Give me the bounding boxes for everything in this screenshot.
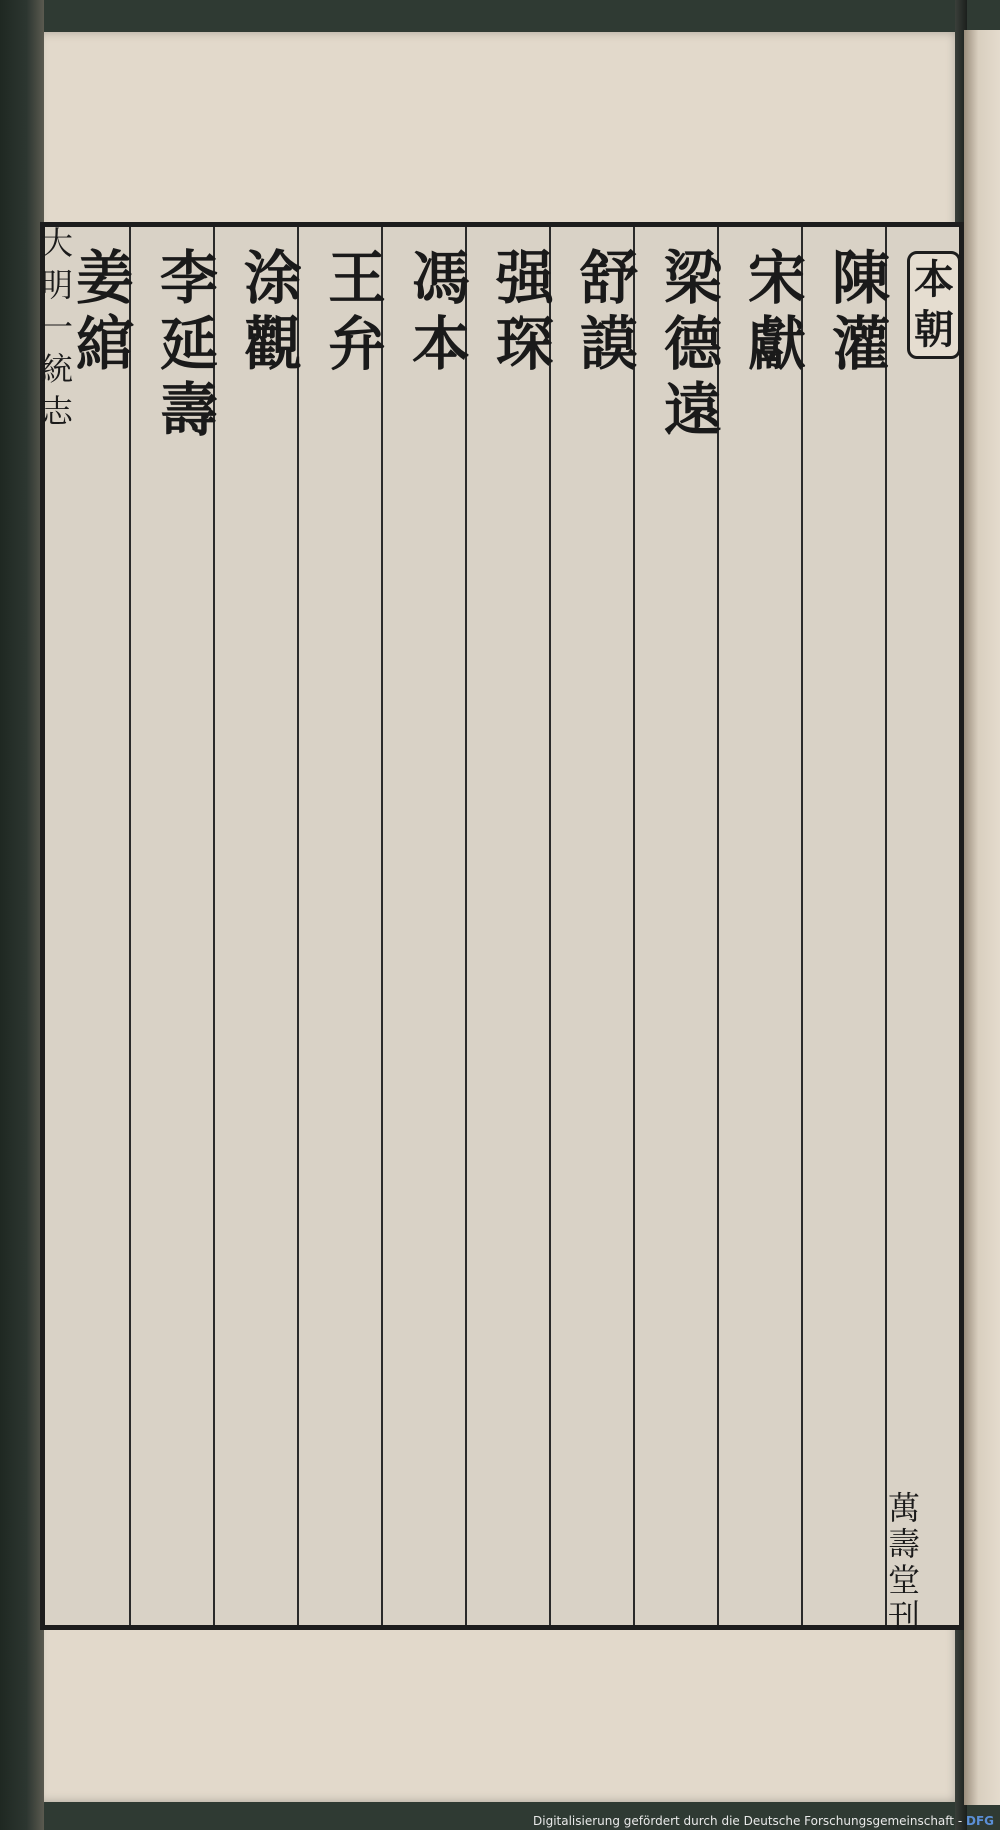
- column-lead: 姜 綰: [75, 244, 134, 378]
- text-column-7: [315, 227, 399, 1625]
- text-column-5: [483, 227, 567, 1625]
- text-column-3: [651, 227, 735, 1625]
- column-lead: 涂 觀: [243, 244, 302, 378]
- book-cover-edge: [0, 0, 44, 1830]
- text-column-6: [399, 227, 483, 1625]
- credit-text: Digitalisierung gefördert durch die Deutsche Forschungsgemeinschaft -: [533, 1814, 963, 1828]
- column-lead: 李 延 壽: [159, 244, 218, 444]
- dfg-logo: DFG: [965, 1814, 994, 1828]
- column-lead: 舒 謨: [579, 244, 638, 378]
- column-lead: 宋 獻: [747, 244, 806, 378]
- text-column-1: [819, 227, 903, 1625]
- printer-mark: [888, 1490, 920, 1634]
- text-column-8: [231, 227, 315, 1625]
- next-page-edge: [964, 30, 1000, 1805]
- running-title: [40, 222, 74, 432]
- text-column-4: [567, 227, 651, 1625]
- column-lead: 王 弁: [327, 244, 386, 378]
- text-column-9: [147, 227, 231, 1625]
- text-frame: [40, 222, 964, 1630]
- column-lead: 梁 德 遠: [663, 244, 722, 444]
- dynasty-badge-text: 本 朝: [914, 256, 954, 353]
- column-lead: 馮 本: [411, 244, 470, 378]
- running-title-text: 大 明 一 統 志: [40, 224, 73, 430]
- printer-mark-text: 萬 壽 堂 刊: [888, 1489, 921, 1635]
- text-column-10: [63, 227, 147, 1625]
- column-lead: 陳 灌: [831, 244, 890, 378]
- digitization-credit: [533, 1814, 994, 1828]
- column-lead: 强 琛: [495, 244, 554, 378]
- dynasty-badge: [907, 251, 961, 359]
- text-column-2: [735, 227, 819, 1625]
